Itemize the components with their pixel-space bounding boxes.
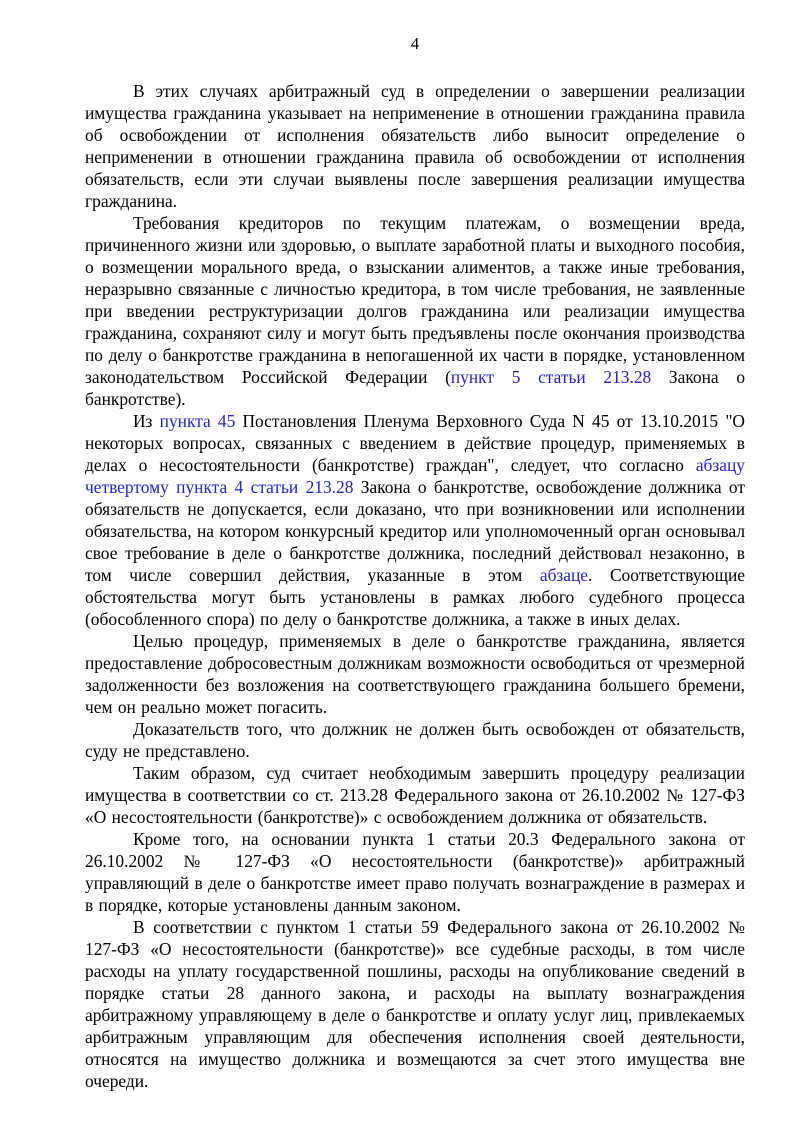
legal-reference-link[interactable]: пункт 5 статьи 213.28 <box>450 367 652 387</box>
legal-reference-link[interactable]: пункта 45 <box>159 411 236 431</box>
text-run: Закона о банкротстве). <box>85 367 746 409</box>
paragraph <box>85 718 745 762</box>
text-run: . Соответствующие обстоятельства могут быть установлены в рамках любого судебного процесса (обособленного спора) по делу о банкротстве должника, а также в иных делах. <box>85 565 745 629</box>
document-body <box>85 80 745 1092</box>
text-run: Закона о банкротстве, освобождение должника от обязательств не допускается, если доказано, что при возникновении или исполнении обязательства, на котором конкурсный кредитор или уполномоченный орган основывал свое требование в деле о банкротстве должника, последний действовал незаконно, в том числе совершил действия, указанные в этом <box>85 477 745 585</box>
text-run: В этих случаях арбитражный суд в определении о завершении реализации имущества гражданина указывает на неприменение в отношении гражданина правила об освобождении от исполнения обязательств либо выносит определение о неприменении в отношении гражданина правила об освобождении от исполнения обязательств, если эти случаи выявлены после завершения реализации имущества гражданина. <box>85 81 745 211</box>
text-run: Постановления Пленума Верховного Суда N 45 от 13.10.2015 "О некоторых вопросах, связанных с введением в действие процедур, применяемых в делах о несостоятельности (банкротстве) граждан", следует, что согласно <box>85 411 745 475</box>
text-run: Целью процедур, применяемых в деле о банкротстве гражданина, является предоставление добросовестным должникам возможности освободиться от чрезмерной задолженности без возложения на соответствующего гражданина большего бремени, чем он реально может погасить. <box>85 631 745 717</box>
legal-reference-link[interactable]: абзаце <box>539 565 589 585</box>
paragraph <box>85 762 745 828</box>
paragraph <box>85 410 745 630</box>
text-run: Из <box>133 411 160 431</box>
text-run: Кроме того, на основании пункта 1 статьи 20.3 Федерального закона от 26.10.2002 № 127-ФЗ «О несостоятельности (банкротстве)» арбитражный управляющий в деле о банкротстве имеет право получать вознаграждение в размерах и в порядке, которые установлены данным законом. <box>85 829 745 915</box>
paragraph <box>85 828 745 916</box>
text-run: В соответствии с пунктом 1 статьи 59 Федерального закона от 26.10.2002 № 127-ФЗ «О несостоятельности (банкротстве)» все судебные расходы, в том числе расходы на уплату государственной пошлины, расходы на опубликование сведений в порядке статьи 28 данного закона, и расходы на выплату вознаграждения арбитражному управляющему в деле о банкротстве и оплату услуг лиц, привлекаемых арбитражным управляющим для обеспечения исполнения своей деятельности, относятся на имущество должника и возмещаются за счет этого имущества вне очереди. <box>85 917 745 1091</box>
paragraph <box>85 212 745 410</box>
legal-reference-link[interactable]: абзацу четвертому пункта 4 статьи 213.28 <box>85 455 745 497</box>
text-run: Требования кредиторов по текущим платежам, о возмещении вреда, причиненного жизни или здоровью, о выплате заработной платы и выходного пособия, о возмещении морального вреда, о взыскании алиментов, а также иные требования, неразрывно связанные с личностью кредитора, в том числе требования, не заявленные при введении реструктуризации долгов гражданина или реализации имущества гражданина, сохраняют силу и могут быть предъявлены после окончания производства по делу о банкротстве гражданина в непогашенной их части в порядке, установленном законодательством Российской Федерации ( <box>85 213 745 387</box>
page-number: 4 <box>410 34 420 53</box>
text-run: Доказательств того, что должник не должен быть освобожден от обязательств, суду не представлено. <box>85 719 745 761</box>
text-run: Таким образом, суд считает необходимым завершить процедуру реализации имущества в соответствии со ст. 213.28 Федерального закона от 26.10.2002 № 127-ФЗ «О несостоятельности (банкротстве)» с освобождением должника от обязательств. <box>85 763 745 827</box>
paragraph <box>85 80 745 212</box>
paragraph <box>85 916 745 1092</box>
paragraph <box>85 630 745 718</box>
